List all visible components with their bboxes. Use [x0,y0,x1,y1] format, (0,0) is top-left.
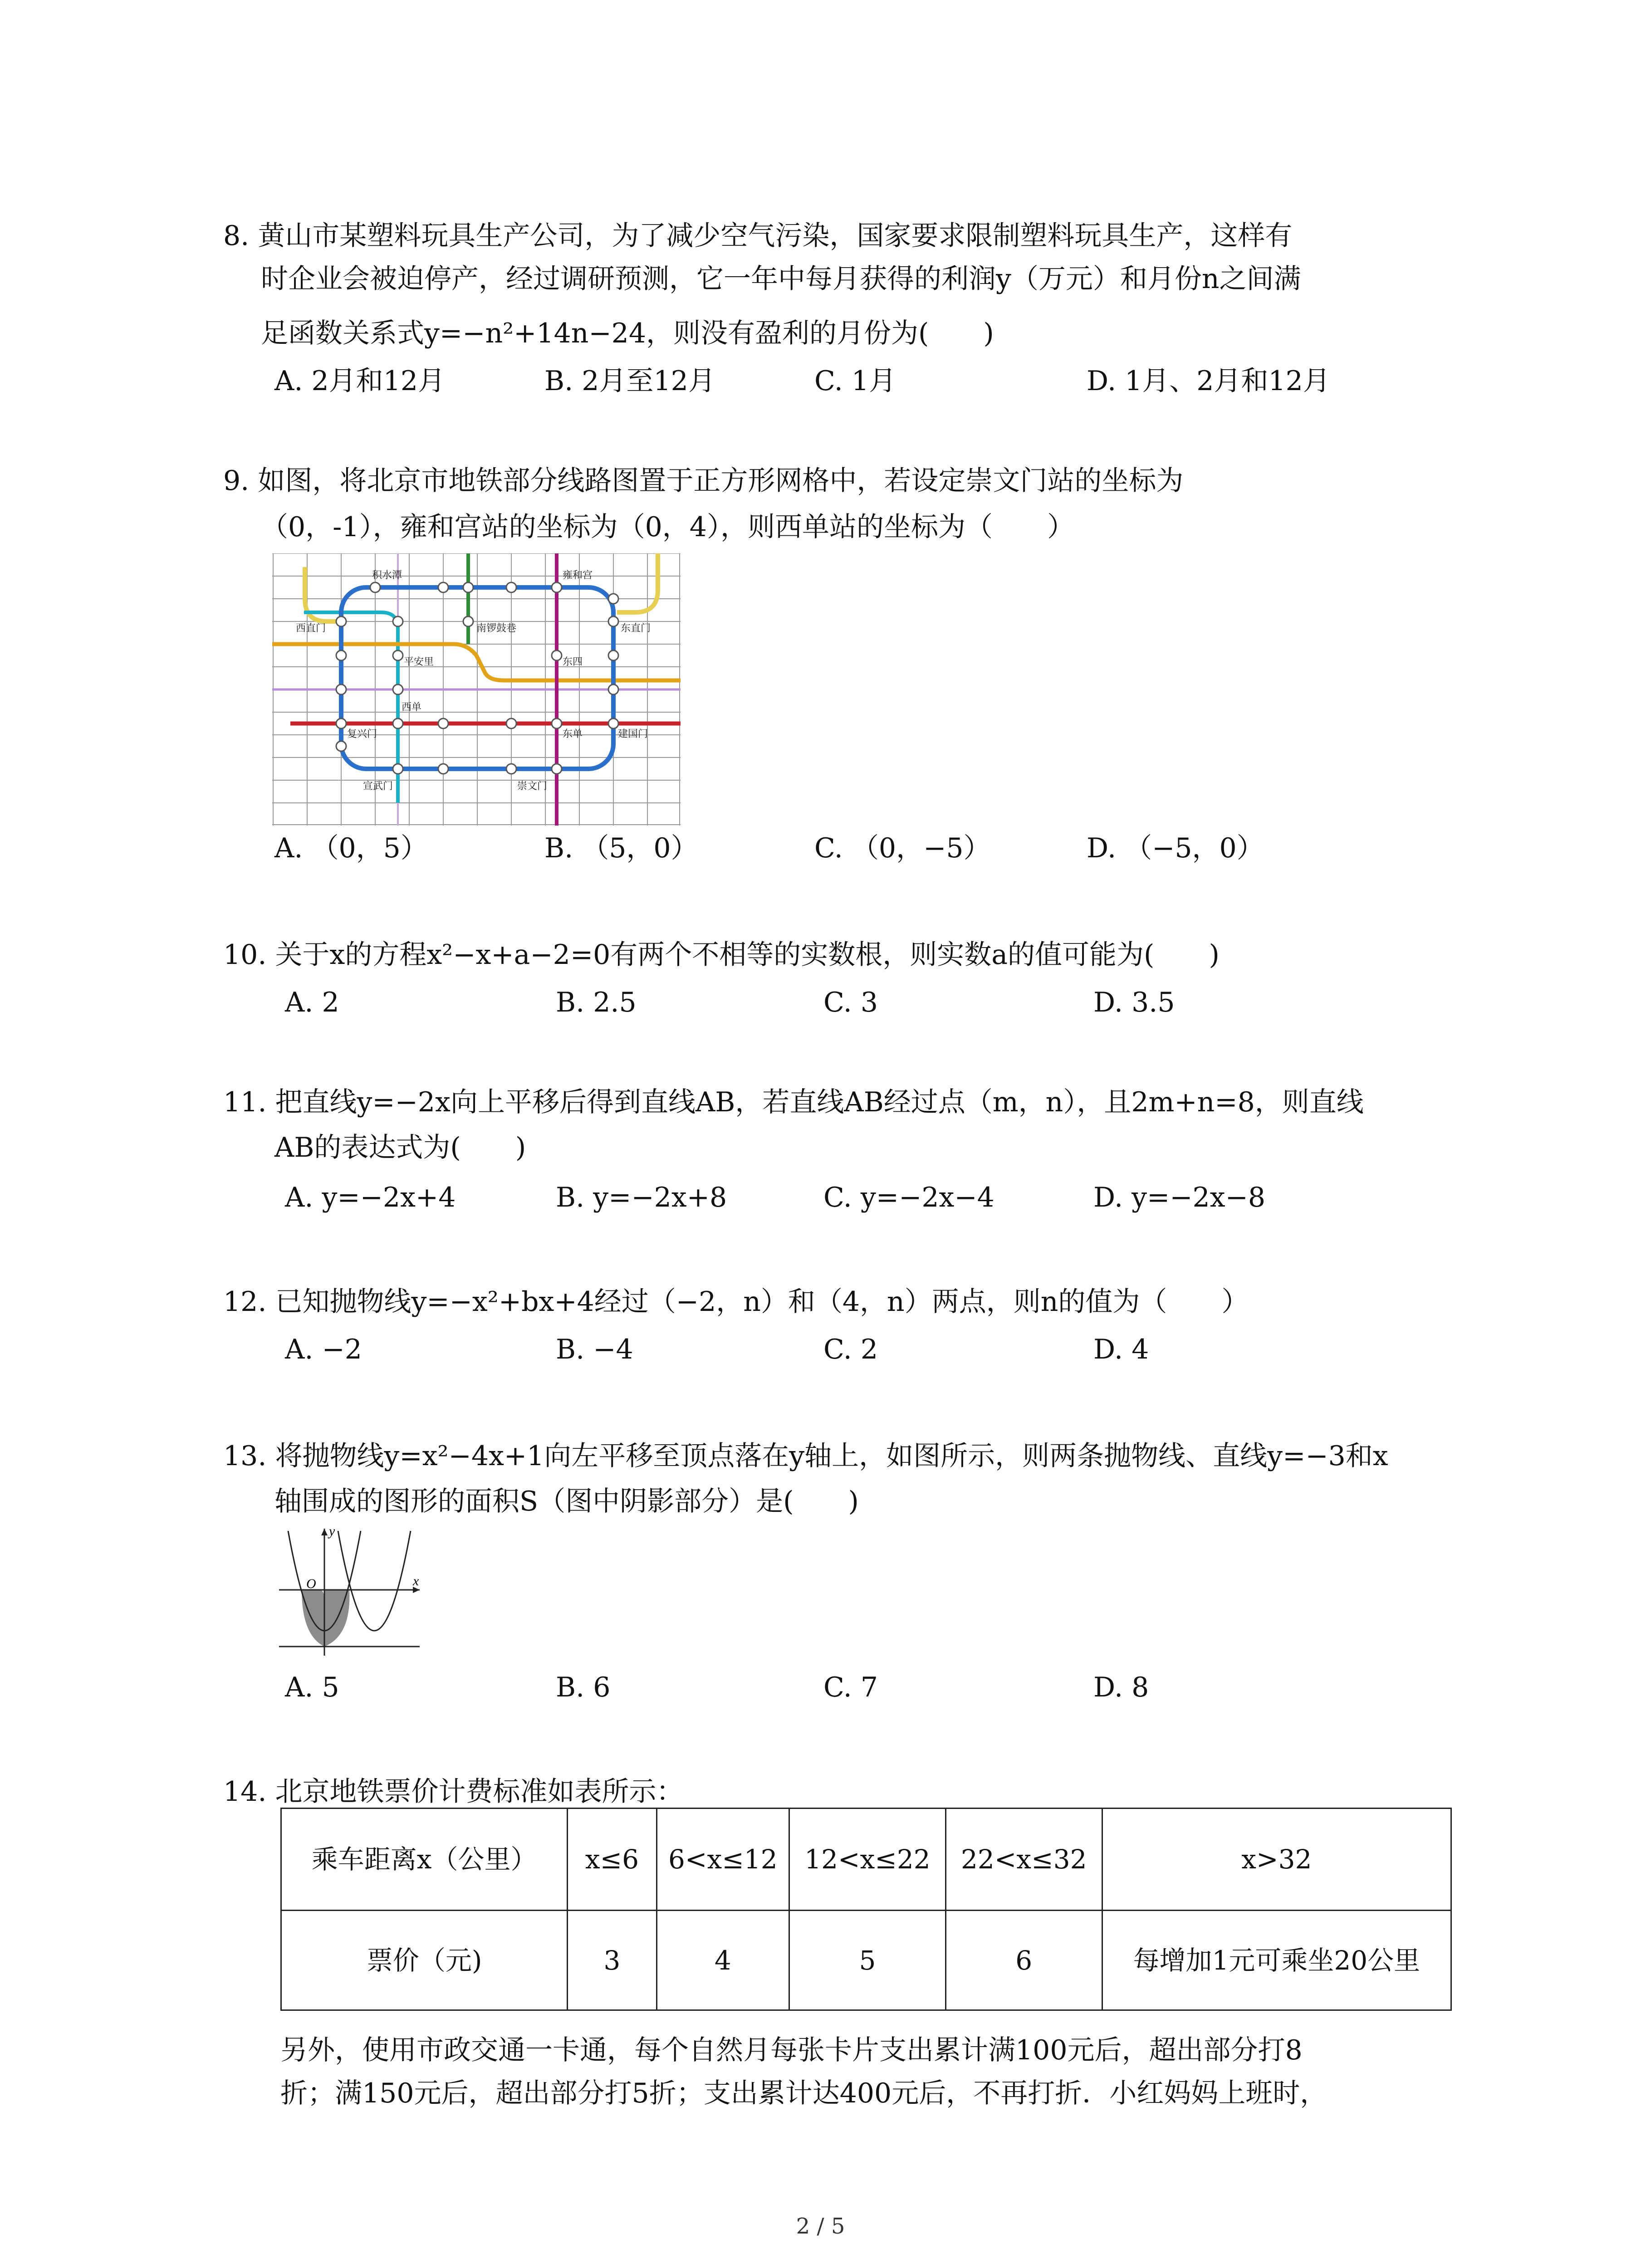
line6-orange [272,644,681,680]
station-xuanwumen: 宣武门 [363,780,393,792]
parabola-figure [274,1522,429,1658]
table-cell: 22<x≤32 [945,1809,1102,1911]
station-chongwenmen: 崇文门 [517,780,548,792]
q13-option-a: A. 5 [285,1672,339,1703]
q8-option-c: C. 1月 [814,365,896,397]
q8-option-a: A. 2月和12月 [274,365,445,397]
station-jianguomen: 建国门 [618,728,648,739]
q11-option-b: B. y=−2x+8 [556,1182,727,1213]
station-nanluoguxiang: 南锣鼓巷 [476,622,517,634]
q10-option-d: D. 3.5 [1093,987,1175,1018]
q11-option-a: A. y=−2x+4 [285,1182,456,1213]
table-cell: 6 [945,1911,1102,2010]
station-pinganli: 平安里 [404,656,434,667]
table-cell: 12<x≤22 [789,1809,946,1911]
q13-option-c: C. 7 [823,1672,878,1703]
table-cell: x>32 [1102,1809,1451,1911]
station-xidan: 西单 [402,701,422,713]
table-cell: 6<x≤12 [656,1809,789,1911]
q10-option-a: A. 2 [285,987,339,1018]
q13-option-d: D. 8 [1093,1672,1149,1703]
q12-option-d: D. 4 [1093,1334,1149,1365]
q9-option-d: D. （−5，0） [1087,832,1264,864]
station-xizhimen: 西直门 [296,622,326,634]
q9-option-a: A. （0，5） [274,832,428,864]
subway-map-figure [272,553,681,826]
y-axis-label: y [329,1524,335,1539]
table-cell: 4 [656,1911,789,2010]
station-jishuitan: 积水潭 [372,569,402,581]
fare-table-row [281,1911,1451,2010]
q13-option-b: B. 6 [556,1672,611,1703]
q10-option-b: B. 2.5 [556,987,637,1018]
table-cell: x≤6 [568,1809,656,1911]
q12-option-b: B. −4 [556,1334,633,1365]
shaded-region [302,1590,349,1647]
q11-option-d: D. y=−2x−8 [1093,1182,1266,1213]
q8-option-d: D. 1月、2月和12月 [1087,365,1330,397]
table-cell: 3 [568,1911,656,2010]
line4-cyan [304,612,398,803]
q12-option-a: A. −2 [285,1334,362,1365]
station-dongsi: 东四 [563,656,583,667]
station-yonghegong: 雍和宫 [563,569,593,581]
station-dongdan: 东单 [563,728,583,739]
page-number: 2 / 5 [796,2214,845,2239]
table-cell: 每增加1元可乘坐20公里 [1102,1911,1451,2010]
q11-option-c: C. y=−2x−4 [823,1182,994,1213]
table-header-fare: 票价（元) [281,1911,568,2010]
station-dongzhimen: 东直门 [621,622,651,634]
x-axis-label: x [413,1574,419,1589]
fare-table-row [281,1809,1451,1911]
q9-option-b: B. （5，0） [544,832,698,864]
station-fuxingmen: 复兴门 [347,728,377,739]
q10-option-c: C. 3 [823,987,878,1018]
origin-label: O [306,1576,316,1591]
fare-table [280,1808,1452,2011]
y-axis-arrow [321,1529,328,1535]
document-page: 8. 黄山市某塑料玩具生产公司，为了减少空气污染，国家要求限制塑料玩具生产，这样有 时企业会被迫停产，经过调研预测，它一年中每月获得的利润y（万元）和月份n之间满 足函数关系式y=−n²+14n−24，则没有盈利的月份为( ) A. 2月和12月 B. 2月至12月 C. 1月 D. 1月、2月和12月 9. 如图，将北京市地铁部分线路图置于正方形网格中，若设定崇文门站的坐标为 （0，-1），雍和宫站的坐标为（0，4），则西单站的坐标为（ ） 积水潭 雍和宫 西直门 东直门 南锣鼓巷 平安里 东四 西单 东单 复兴门 建国门 宣武门 崇文门 A. （0，5） B. （5，0） C. （0，−5） D. （−5，0） 10. 关于x的方程x²−x+a−2=0有两个不相等的实数根，则实数a的值可能为( ) A. 2 B. 2.5 C. 3 D. 3.5 11. 把直线y=−2x向上平移后得到直线AB，若直线AB经过点（m，n），且2m+n=8，则直线 AB的表达式为( ) A. y=−2x+4 B. y=−2x+8 C. y=−2x−4 D. y=−2x−8 12. 已知抛物线y=−x²+bx+4经过（−2，n）和（4，n）两点，则n的值为（ ） A. −2 B. −4 C. 2 D. 4 13. 将抛物线y=x²−4x+1向左平移至顶点落在y轴上，如图所示，则两条抛物线、直线y=−3和x 轴围成的图形的面积S（图中阴影部分）是( ) y x O A. 5 B. 6 C. 7 D. 8 14. 北京地铁票价计费标准如表所示： 乘车距离x（公里） x≤6 6<x≤12 12<x≤22 22<x≤32 x>32 票价（元) 3 4 5 6 每增加1元可乘坐20公里 另外，使用市政交通一卡通，每个自然月每张卡片支出累计满100元后，超出部分打8 折；满150元后，超出部分打5折；支出累计达400元后，不再打折．小红妈妈上班时， 2 / 5 [0,0,1641,2268]
parabola-original [338,1531,411,1631]
table-cell: 5 [789,1911,946,2010]
q8-option-b: B. 2月至12月 [544,365,715,397]
q9-option-c: C. （0，−5） [814,832,991,864]
q12-option-c: C. 2 [823,1334,878,1365]
table-header-distance: 乘车距离x（公里） [281,1809,568,1911]
